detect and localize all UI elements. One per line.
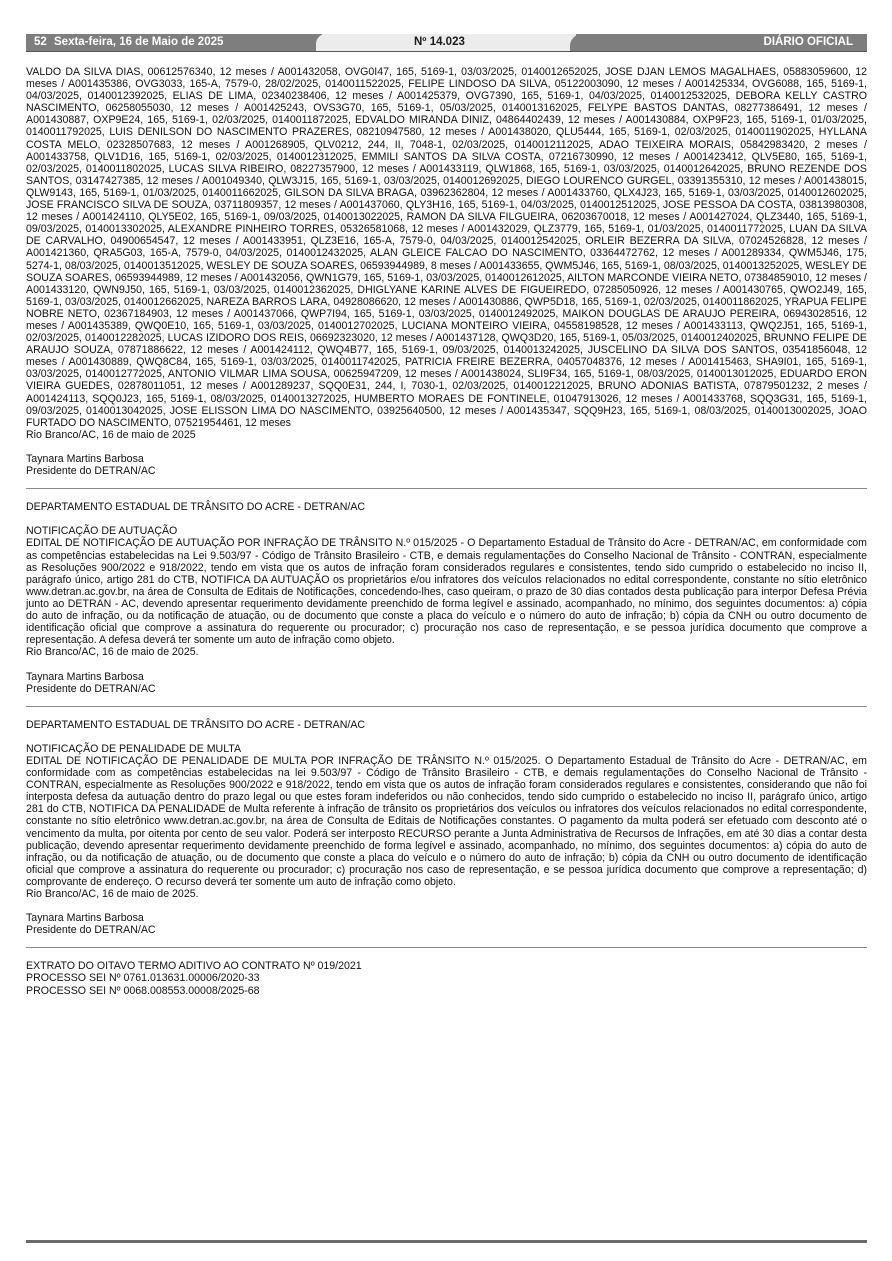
department-heading: DEPARTAMENTO ESTADUAL DE TRÂNSITO DO ACRE - DETRAN/AC bbox=[26, 718, 366, 731]
process-number: PROCESSO SEI Nº 0068.008553.00008/2025-68 bbox=[26, 984, 260, 997]
page-number: 52 bbox=[34, 36, 47, 48]
notice-body: EDITAL DE NOTIFICAÇÃO DE PENALIDADE DE MULTA POR INFRAÇÃO DE TRÂNSITO N.º 015/2025. O Departamento Estadual de Trânsito do Acre - DETRAN/AC, em conformidade com as competências estabelecidas na lei 9.503/97 - Código de Trânsito Brasileiro - CTB, e demais regulamentações do Conselho Nacional de Trânsito - CONTRAN, especialmente as Resoluções 900/2022 e 918/2022, tendo em vista que os autos de infração foram considerados regulares e consistentes, considerando que não foi interposta defesa da autuação dentro do prazo legal ou que estes foram indeferidos ou não conhecidos, tendo sido cumprido o estabelecido no inciso II, parágrafo único, artigo 281 do CTB, NOTIFICA DA PENALIDADE de Multa referente à infração de trânsito os proprietários dos veículos ou infratores dos veículos relacionados no edital correspondente, constante no sítio eletrônico www.detran.ac.gov.br, na área de Consulta de Editais de Notificações constantes. O pagamento da multa poderá ser efetuado com desconto até o vencimento da multa, por oitenta por cento de seu valor. Poderá ser interposto RECURSO perante a Junta Administrativa de Recursos de Infrações, em até 30 dias a contar desta publicação, devendo apresentar requerimento devidamente preenchido de forma legível e assinado, acompanhado, no mínimo, dos seguintes documentos: a) cópia do auto de infração, ou da notificação de atuação, ou de documento que conste a placa do veículo e o número do auto de infração; b) cópia da CNH ou outro documento de identificação oficial que comprove a assinatura do requerente ou procurador; c) procuração nos caso de representação, e se pessoa jurídica documento que comprove a representação; d) comprovante de endereço. O recurso deverá ter somente um auto de infração como objeto. bbox=[26, 754, 867, 888]
page-content bbox=[26, 66, 867, 997]
notice-title: NOTIFICAÇÃO DE AUTUAÇÃO bbox=[26, 525, 178, 538]
signer-role: Presidente do DETRAN/AC bbox=[26, 682, 156, 695]
department-heading: DEPARTAMENTO ESTADUAL DE TRÂNSITO DO ACRE - DETRAN/AC bbox=[26, 501, 366, 514]
section-notificacao-autuacao bbox=[26, 501, 867, 695]
notice-body: EDITAL DE NOTIFICAÇÃO DE AUTUAÇÃO POR INFRAÇÃO DE TRÂNSITO N.º 015/2025 - O Departamento Estadual de Trânsito do Acre - DETRAN/AC, em conformidade com as competências estabelecidas na Lei 9.503/97 - Código de Trânsito Brasileiro - CTB, e demais regulamentações do Conselho Nacional de Trânsito - CONTRAN, especialmente as Resoluções 900/2022 e 918/2022, tendo em vista que os autos de infração foram considerados regulares e consistentes, tendo sido cumprido o estabelecido no inciso II, parágrafo único, artigo 281 do CTB, NOTIFICA DA AUTUAÇÃO os proprietários e/ou infratores dos veículos relacionados no edital correspondente, constante no sítio eletrônico www.detran.ac.gov.br, na área de Consulta de Editais de Notificações, concedendo-lhes, caso queiram, o prazo de 30 dias contados desta publicação para interpor Defesa Prévia junto ao DETRAN - AC, devendo apresentar requerimento devidamente preenchido de forma legível e assinado, acompanhado, no mínimo, dos seguintes documentos: a) cópia do auto de infração, ou da notificação de atuação, ou de documento que conste a placa do veículo e o número do auto de infração; b) cópia da CNH ou outro documento de identificação oficial que comprove a assinatura do requerente ou procurador; c) procuração nos caso de representação, e se pessoa jurídica documento que comprove a representação. A defesa deverá ter somente um auto de infração como objeto. bbox=[26, 537, 867, 647]
issue-number: Nº 14.023 bbox=[414, 36, 465, 48]
signer-name: Taynara Martins Barbosa bbox=[26, 670, 144, 683]
publication-title: DIÁRIO OFICIAL bbox=[763, 36, 853, 48]
process-number: PROCESSO SEI Nº 0761.013631.00006/2020-33 bbox=[26, 972, 260, 985]
header-rule bbox=[26, 51, 867, 52]
infractor-list-text: VALDO DA SILVA DIAS, 00612576340, 12 meses / A001432058, OVG0I47, 165, 5169-1, 03/03/2025, 0140012652025, JOSE DJAN LEMOS MAGALHAES, 05883059600, 12 meses / A001435386, OVG3033, 165-A, 7579-0, 28/02/2025, 0140011522025, FELIPE LINDOSO DA SILVA, 05122003090, 12 meses / A001425334, OVG6088, 165, 5169-1, 04/03/2025, 0140012392025, ELIAS DE LIMA, 02340238406, 12 meses / A001425379, OVG7390, 165, 5169-1, 04/03/2025, 0140012532025, DEBORA KELLY CASTRO NASCIMENTO, 06258055030, 12 meses / A001425243, OVS3G70, 165, 5169-1, 05/03/2025, 0140013162025, FELYPE BASTOS DANTAS, 08277386491, 12 meses / A001430887, OXP9E24, 165, 5169-1, 02/03/2025, 0140011872025, EDVALDO MIRANDA DINIZ, 04864402439, 12 meses / A001430884, OXP9F23, 165, 5169-1, 01/03/2025, 0140011792025, LUIS DENILSON DO NASCIMENTO PRAZERES, 08210947580, 12 meses / A001438020, QLU5444, 165, 5169-1, 02/03/2025, 0140011902025, HYLLANA COSTA MELO, 02328507683, 12 meses / A001268905, QLV0212, 244, II, 7048-1, 02/03/2025, 0140012112025, ADAO TEIXEIRA MORAIS, 05842983420, 2 meses / A001433758, QLV1D16, 165, 5169-1, 02/03/2025, 0140012312025, EMMILI SANTOS DA SILVA COSTA, 07216730990, 12 meses / A001423412, QLV5E80, 165, 5169-1, 02/03/2025, 0140011802025, LUCAS SILVA RIBEIRO, 08227357900, 12 meses / A001433119, QLW1868, 165, 5169-1, 03/03/2025, 0140012642025, BRUNO REZENDE DOS SANTOS, 03147427385, 12 meses / A001049340, QLW3J15, 165, 5169-1, 03/03/2025, 0140012692025, DIEGO LOURENCO GURGEL, 03391355310, 12 meses / A001438015, QLW9143, 165, 5169-1, 01/03/2025, 0140011662025, GILSON DA SILVA BRAGA, 03962362804, 12 meses / A001433760, QLX4J23, 165, 5169-1, 03/03/2025, 0140012602025, JOSE FRANCISCO SILVA DE SOUZA, 03711809357, 12 meses / A001437060, QLY3H16, 165, 5169-1, 04/03/2025, 0140012512025, JOSE PESSOA DA COSTA, 03813980308, 12 meses / A001424110, QLY5E02, 165, 5169-1, 09/03/2025, 0140013022025, RAMON DA SILVA FILGUEIRA, 06203670018, 12 meses / A001427024, QLZ3440, 165, 5169-1, 09/03/2025, 0140013302025, ALEXANDRE PINHEIRO TORRES, 05326581068, 12 meses / A001432029, QLZ3779, 165, 5169-1, 01/03/2025, 0140011772025, LUAN DA SILVA DE CARVALHO, 04900654547, 12 meses / A001433951, QLZ3E16, 165-A, 7579-0, 04/03/2025, 0140012542025, ORLEIR BEZERRA DA SILVA, 07024526828, 12 meses / A001421360, QRA5G03, 165-A, 7579-0, 04/03/2025, 0140012432025, ALAN GLEICE FALCAO DO NASCIMENTO, 03364472762, 12 meses / A001289334, QWM5J46, 175, 5274-1, 08/03/2025, 0140013512025, WESLEY DE SOUZA SOARES, 06593944989, 8 meses / A001433655, QWM5J46, 165, 5169-1, 08/03/2025, 0140013252025, WESLEY DE SOUZA SOARES, 06593944989, 12 meses / A001432056, QWN1G79, 165, 5169-1, 03/03/2025, 0140012612025, AILTON MARCONDE VIEIRA NETO, 07384859010, 12 meses / A001433120, QWN9J50, 165, 5169-1, 03/03/2025, 0140012362025, DHIGLYANE KARINE ALVES DE FIGUEIREDO, 07285050926, 12 meses / A001430765, QWO2J49, 165, 5169-1, 03/03/2025, 0140012662025, NAREZA BARROS LARA, 04928086620, 12 meses / A001430886, QWP5D18, 165, 5169-1, 02/03/2025, 0140011862025, YRAPUA FELIPE NOBRE NETO, 02367184903, 12 meses / A001437066, QWP7I94, 165, 5169-1, 03/03/2025, 0140012492025, MAIKON DOUGLAS DE ARAUJO PEREIRA, 06943028516, 12 meses / A001435389, QWQ0E10, 165, 5169-1, 03/03/2025, 0140012702025, LUCIANA MONTEIRO VIEIRA, 04558198528, 12 meses / A001433113, QWQ2J51, 165, 5169-1, 02/03/2025, 0140012282025, LUCAS IZIDORO DOS REIS, 06692323020, 12 meses / A001437128, QWQ3D20, 165, 5169-1, 05/03/2025, 0140012402025, BRUNNO FELIPE DE ARAUJO SOUZA, 07871886622, 12 meses / A001424112, QWQ4B77, 165, 5169-1, 09/03/2025, 0140013242025, JUSCELINO DA SILVA DOS SANTOS, 03541856048, 12 meses / A001430889, QWQ8C84, 165, 5169-1, 03/03/2025, 0140011742025, PATRICIA FREIRE BEZERRA, 04057048376, 12 meses / A001415463, SHA9I01, 165, 5169-1, 03/03/2025, 0140012772025, ANTONIO VILMAR LIMA SOUSA, 00625947209, 12 meses / A001438024, SLI9F34, 165, 5169-1, 08/03/2025, 0140013012025, EDUARDO ERON VIEIRA GUEDES, 02878011051, 12 meses / A001289237, SQQ0E31, 244, I, 7030-1, 02/03/2025, 0140012212025, BRUNO ADONIAS BATISTA, 07879501232, 2 meses / A001424113, SQQ0J23, 165, 5169-1, 08/03/2025, 0140013272025, HUMBERTO MORAES DE FONTINELE, 01047913026, 12 meses / A001433768, SQQ3G31, 165, 5169-1, 09/03/2025, 0140013042025, JOSE ELISSON LIMA DO NASCIMENTO, 03925640500, 12 meses / A001435347, SQQ9H23, 165, 5169-1, 08/03/2025, 0140013002025, JOAO FURTADO DO NASCIMENTO, 07521954461, 12 meses bbox=[26, 66, 867, 429]
section-infractor-list bbox=[26, 66, 867, 477]
signer-name: Taynara Martins Barbosa bbox=[26, 453, 144, 465]
section-divider bbox=[26, 488, 867, 489]
footer-rule bbox=[26, 1240, 867, 1243]
place-date: Rio Branco/AC, 16 de maio de 2025 bbox=[26, 428, 196, 441]
section-extrato-contrato bbox=[26, 960, 867, 996]
section-divider bbox=[26, 947, 867, 948]
signer-name: Taynara Martins Barbosa bbox=[26, 912, 144, 925]
page-header bbox=[26, 34, 867, 51]
issue-date: Sexta-feira, 16 de Maio de 2025 bbox=[54, 36, 224, 48]
signer-role: Presidente do DETRAN/AC bbox=[26, 465, 156, 478]
extract-title: EXTRATO DO OITAVO TERMO ADITIVO AO CONTRATO Nº 019/2021 bbox=[26, 960, 362, 973]
signer-role: Presidente do DETRAN/AC bbox=[26, 924, 156, 937]
place-date: Rio Branco/AC, 16 de maio de 2025. bbox=[26, 646, 199, 659]
section-divider bbox=[26, 706, 867, 707]
place-date: Rio Branco/AC, 16 de maio de 2025. bbox=[26, 888, 199, 900]
section-penalidade-multa bbox=[26, 719, 867, 937]
notice-title: NOTIFICAÇÃO DE PENALIDADE DE MULTA bbox=[26, 742, 242, 755]
